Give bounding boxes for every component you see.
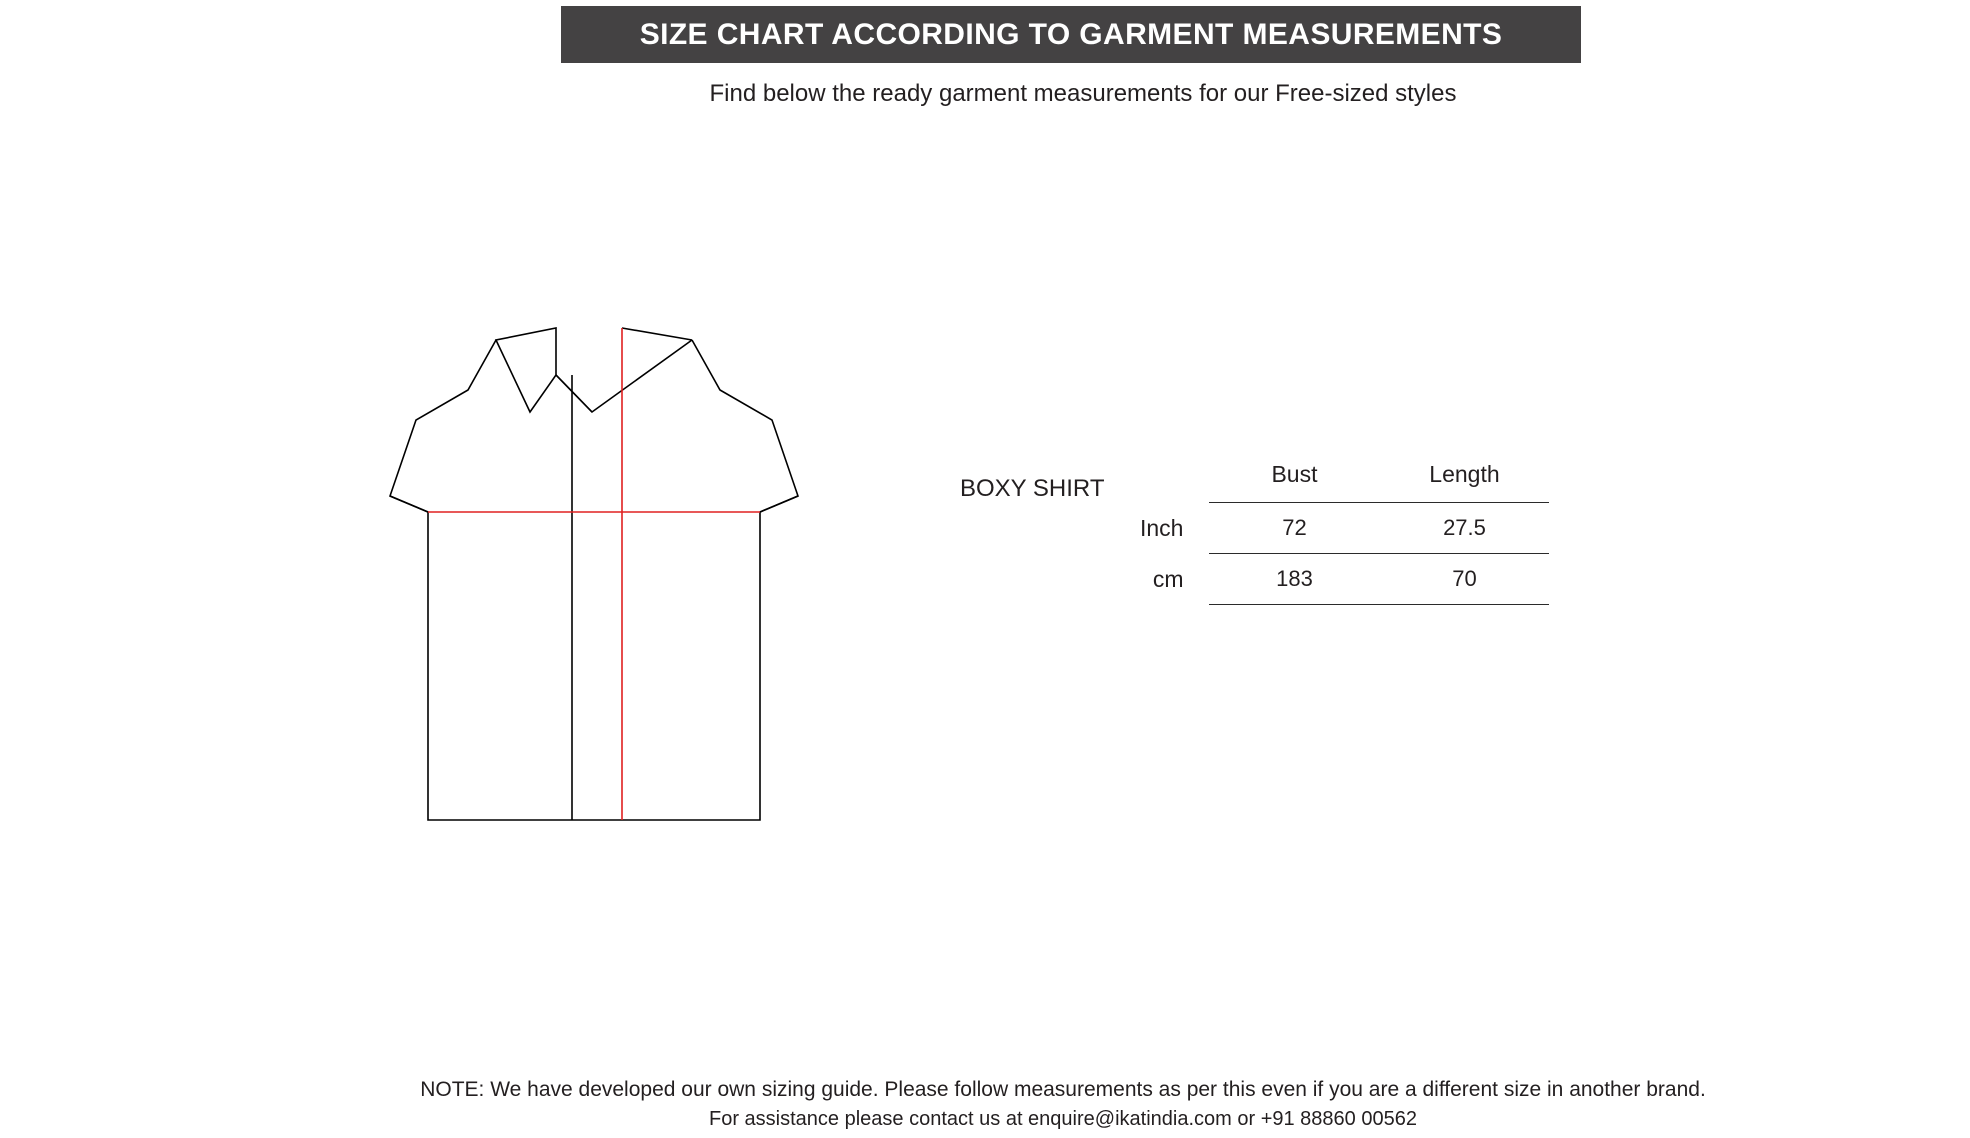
row-unit-inch: Inch xyxy=(1140,514,1184,541)
boxy-shirt-illustration xyxy=(360,320,820,840)
cell-cm-bust: 183 xyxy=(1209,554,1379,605)
table-row xyxy=(1130,503,1549,554)
cell-inch-length: 27.5 xyxy=(1379,503,1549,554)
measurements-block xyxy=(940,455,1740,685)
boxy-shirt-icon xyxy=(360,320,820,840)
subtitle-text: Find below the ready garment measurements for our Free-sized styles xyxy=(709,80,1457,107)
subtitle xyxy=(0,80,1970,108)
table-row xyxy=(1130,554,1549,605)
column-header-length: Length xyxy=(1429,461,1500,487)
measurements-table xyxy=(1130,455,1549,605)
row-unit-cm: cm xyxy=(1152,565,1184,592)
unit-column-header xyxy=(1130,455,1209,503)
table-body xyxy=(1130,503,1549,605)
footer xyxy=(0,1075,1970,1134)
table-header-row xyxy=(1130,455,1549,503)
sizing-note: NOTE: We have developed our own sizing guide. Please follow measurements as per this even if you are a different size in another brand. xyxy=(420,1078,1706,1101)
table-head xyxy=(1130,455,1549,503)
cell-inch-bust: 72 xyxy=(1209,503,1379,554)
header-banner xyxy=(561,6,1581,63)
cell-cm-length: 70 xyxy=(1379,554,1549,605)
contact-note: For assistance please contact us at enquire@ikatindia.com or +91 88860 00562 xyxy=(709,1108,1417,1131)
style-name: BOXY SHIRT xyxy=(960,475,1105,502)
page-title: SIZE CHART ACCORDING TO GARMENT MEASUREMENTS xyxy=(639,17,1503,51)
column-header-bust: Bust xyxy=(1271,461,1318,487)
